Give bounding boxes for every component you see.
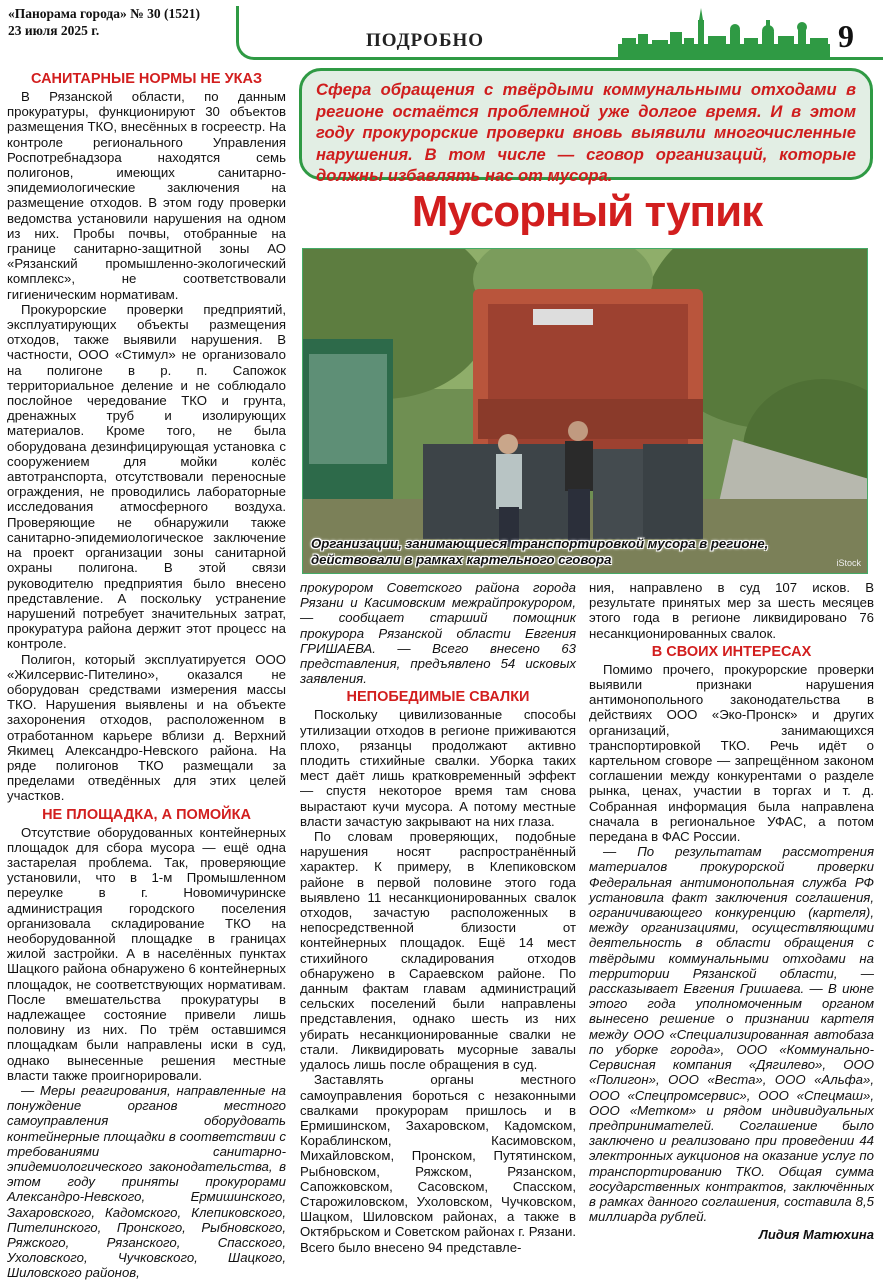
section-title: ПОДРОБНО bbox=[366, 30, 485, 51]
issue-date: 23 июля 2025 г. bbox=[8, 23, 100, 38]
lead-text: Сфера обращения с твёрдыми коммунальными отходами в регионе остаётся проблемной уже долгое время. И в этом году прокурорские проверки вновь выявили многочисленные нарушения. В том числе — сговор организаций, которые должны избавлять нас от мусора. bbox=[316, 80, 856, 185]
paragraph: По словам проверяющих, подобные нарушения носят распространённый характер. К примеру, в Клепиковском районе в первой половине этого года выявлено 11 несанкционированных свалок отходов, зачастую расположенных в непосредственной близости от контейнерных площадок. Ещё 14 мест стихийного складирования отходов обнаружено в Сараевском районе. По данным фактам главам администраций сельских поселений были направлены представления, однако шесть из них убирать несанкционированные свалки не стали. Ликвидировать мусорные завалы удалось лишь после обращения в суд. bbox=[300, 829, 576, 1073]
newspaper-issue: «Панорама города» № 30 (1521) bbox=[8, 6, 200, 21]
masthead bbox=[0, 0, 883, 62]
paragraph: Помимо прочего, прокурорские проверки выявили признаки нарушения антимонопольного законодательства в действиях ООО «Эко-Пронск» и других организаций, занимающихся транспортировкой ТКО. Речь идёт о картельном сговоре — запрещённом законом соглашении между конкурентами о разделе рынка, ценах, участии в торгах и т. д. Собранная информация была направлена сначала в региональное УФАС, а потом передана в ФАС России. bbox=[589, 661, 874, 845]
garbage-truck-image bbox=[303, 249, 868, 574]
paragraph: В Рязанской области, по данным прокуратуры, функционируют 30 объектов размещения ТКО, внесённых в госреестр. На контроле регионального Управления Роспотребнадзора находятся семь полигонов, имеющих санитарно-эпидемиологические заключения на размещение отходов. В этом году проверки ведомства установили нарушения на одном из них. Пробы почвы, отобранные на границе санитарно-защитной зоны АО «Рязанский промышленно-экологический комплекс», не соответствовали гигиеническим нормативам. bbox=[7, 89, 286, 302]
article-headline: Мусорный тупик bbox=[411, 187, 763, 236]
quote-paragraph: — Меры реагирования, направленные на понуждение органов местного самоуправления оборудовать контейнерные площадки в соответствии с требованиями санитарно-эпидемиологического законодательства, в этом году приняты прокурорами Александро-Невского, Ермишинского, Захаровского, Кадомского, Клепиковского, Пителинского, Пронского, Рыбновского, Ряжского, Рязанского, Спасского, Ухоловского, Чучковского, Шацкого, Шиловского районов, bbox=[7, 1083, 286, 1280]
paragraph: Прокурорские проверки предприятий, эксплуатирующих объекты размещения отходов, также выявили нарушения. В частности, ООО «Стимул» не организовало на полигоне в р. п. Сапожок территориальное деление и не соблюдало послойное чередование ТКО и грунта, дренажных труб и изолирующих материалов. Кроме того, не была оборудована дезинфицирующая установка с сооружением для мойки колёс автотранспорта, отсутствовали переносные ограждения, не проводились лабораторные исследования атмосферного воздуха. Проверяющие не обнаружили также санитарно-эпидемиологическое заключение на проект организации зоны санитарной охраны полигона. В этой связи руководителю предприятия было внесено представление. А поскольку устранение нарушений потребует значительных затрат, прокуратура района держит этот процесс на контроле. bbox=[7, 301, 286, 652]
city-skyline-icon bbox=[618, 8, 830, 60]
subheading-dump: НЕ ПЛОЩАДКА, А ПОМОЙКА bbox=[42, 806, 251, 823]
page-number: 9 bbox=[838, 18, 854, 54]
subheading-interests: В СВОИХ ИНТЕРЕСАХ bbox=[651, 643, 812, 660]
paragraph: Поскольку цивилизованные способы утилизации отходов в регионе приживаются плохо, рязанцы продолжают активно плодить стихийные свалки. Уборка таких мест даёт лишь кратковременный эффект — спустя некоторое время там снова вырастают кучи мусора. А потому местные власти зачастую закрывают на них глаза. bbox=[300, 707, 576, 829]
photo-caption: Организации, занимающиеся транспортировкой мусора в регионе, действовали в рамках картельного сговора bbox=[311, 536, 769, 567]
quote-paragraph: прокурором Советского района города Рязани и Касимовским межрайпрокурором, — сообщает старший помощник прокурора Рязанской области Евгения ГРИШАЕВА. — Всего внесено 63 представления, предъявлено 54 исковых заявления. bbox=[300, 580, 576, 687]
column-1 bbox=[7, 68, 286, 1280]
subheading-sanitary: САНИТАРНЫЕ НОРМЫ НЕ УКАЗ bbox=[30, 71, 263, 87]
lead-box bbox=[299, 68, 873, 185]
masthead-issue bbox=[8, 5, 200, 39]
quote-paragraph: — По результатам рассмотрения материалов прокурорской проверки Федеральная антимонопольная служба РФ установила факт заключения соглашения, ограничивающего конкуренцию (картеля), между организациями, осуществляющими деятельность в области обращения с твёрдыми коммунальными отходами на территории Рязанской области, — рассказывает Евгения Гришаева. — В июне этого года уполномоченным органом вынесено решение о признании картеля между ООО «Специализированная автобаза по уборке города», ООО «Коммунально-Сервисная компания «Дягилево», ООО «Полигон», ООО «Веста», ООО «Альфа», ООО «Спецпромсервис», ООО «Спецмаш», ООО «Метком» и рядом индивидуальных предпринимателей. Соглашение было заключено и реализовано при проведении 44 электронных аукционов на оказание услуг по транспортированию ТКО. Общая сумма государственных контрактов, заключённых в рамках данного соглашения, составила 8,5 миллиарда рублей. bbox=[589, 844, 874, 1225]
photo-credit: iStock bbox=[836, 558, 861, 568]
author-signature: Лидия Матюхина bbox=[758, 1227, 874, 1243]
paragraph: Полигон, который эксплуатируется ООО «Жилсервис-Пителино», оказался не оборудован средствами измерения массы ТКО. Нарушения выявлены и на объекте захоронения отходов, расположенном в отработанном карьере вблизи д. Верхний Якимец Александро-Невского района. На ряде полигонов ТКО размещали за пределами отведённых для этих целей участков. bbox=[7, 651, 286, 804]
column-3 bbox=[589, 580, 874, 1243]
article-photo bbox=[302, 248, 868, 574]
paragraph: Заставлять органы местного самоуправления бороться с незаконными свалками прокурорам пришлось и в Ермишинском, Захаровском, Кадомском, Кораблинском, Касимовском, Михайловском, Пронском, Путятинском, Рыбновском, Ряжском, Рязанском, Сапожковском, Сасовском, Спасском, Старожиловском, Ухоловском, Чучковском, Шацком, Шиловском районах, а также в Октябрьском и Советском районах г. Рязани. Всего было внесено 94 представле- bbox=[300, 1072, 576, 1255]
subheading-landfills: НЕПОБЕДИМЫЕ СВАЛКИ bbox=[346, 689, 530, 706]
paragraph: ния, направлено в суд 107 исков. В результате принятых мер за шесть месяцев этого года в регионе ликвидировано 76 несанкционированных свалок. bbox=[589, 580, 874, 641]
paragraph: Отсутствие оборудованных контейнерных площадок для сбора мусора — ещё одна застарелая проблема. Так, проверяющие установили, что в 1-м Промышленном переулке в г. Новомичуринске администрация городского поселения организовала складирование ТКО на необорудованной площадке в границах жилой застройки. А в населённых пунктах Шацкого района обнаружено 6 контейнерных площадок, не соответствующих нормативам. После вмешательства прокуратуры в надлежащее состояние привели лишь половину из них. По трём оставшимся площадкам были направлены иски в суд, однако вынесенные решения местные власти также проигнорировали. bbox=[7, 824, 286, 1083]
column-2 bbox=[300, 580, 576, 1255]
